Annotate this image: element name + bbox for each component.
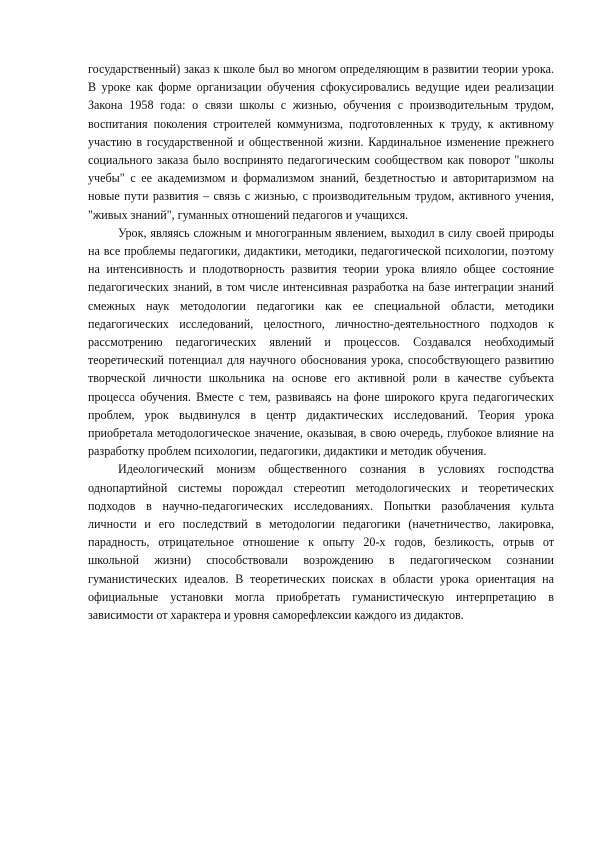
paragraph-2: Урок, являясь сложным и многогранным явлением, выходил в силу своей природы на все проблемы педагогики, дидактики, методики, педагогической психологии, поэтому на интенсивность и плодотворность развития теории урока влияло общее состояние педагогических знаний, в том числе интенсивная разработка на базе интеграции знаний смежных наук методологии педагогики как ее специальной области, методики педагогических исследований, целостного, личностно-деятельностного подходов к рассмотрению педагогических явлений и процессов. Создавался необходимый теоретический потенциал для научного обоснования урока, способствующего развитию творческой личности школьника на основе его активной роли в качестве субъекта процесса обучения. Вместе с тем, развиваясь на фоне широкого круга педагогических проблем, урок выдвинулся в центр дидактических исследований. Теория урока приобретала методологическое значение, оказывая, в свою очередь, глубокое влияние на разработку проблем психологии, педагогики, дидактики и методик обучения.	[88, 225, 554, 459]
paragraph-1: государственный) заказ к школе был во многом определяющим в развитии теории урока. В уроке как форме организации обучения сфокусировались ведущие идеи реализации Закона 1958 года: о связи школы с жизнью, обучения с производительным трудом, воспитания поколения строителей коммунизма, подготовленных к труду, к активному участию в государственной и общественной жизни. Кардинальное изменение прежнего социального заказа было воспринято педагогическим сообществом как поворот "школы учебы" с ее академизмом и формализмом знаний, бездетностью и авторитаризмом на новые пути развития – связь с жизнью, с производительным трудом, активного учения, "живых знаний", гуманных отношений педагогов и учащихся.	[88, 62, 554, 222]
document-page	[88, 60, 554, 624]
paragraph-3: Идеологический монизм общественного сознания в условиях господства однопартийной системы порождал стереотип методологических и теоретических подходов в научно-педагогических исследованиях. Попытки разоблачения культа личности и его последствий в методологии педагогики (начетничество, лакировка, парадность, отрицательное отношение к опыту 20-х годов, безликость, отрыв от школьной жизни) способствовали возрождению в педагогическом сознании гуманистических идеалов. В теоретических поисках в области урока ориентация на официальные установки могла приобретать гуманистическую интерпретацию в зависимости от характера и уровня саморефлексии каждого из дидактов.	[88, 462, 554, 623]
